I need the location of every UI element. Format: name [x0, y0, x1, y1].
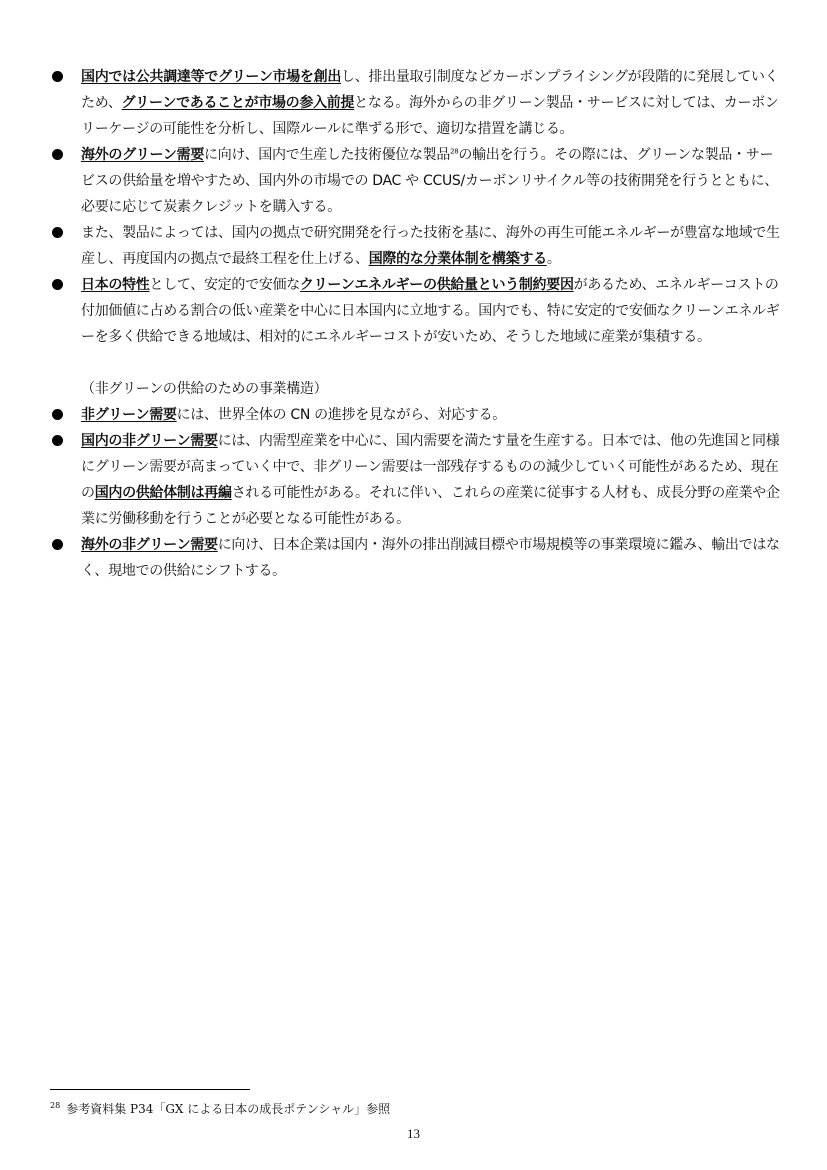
footnote-reference: 28	[450, 147, 459, 156]
emphasis-text: 海外の非グリーン需要	[81, 537, 218, 553]
body-text: に向け、国内で生産した技術優位な製品	[204, 147, 451, 163]
body-text: として、安定的で安価な	[149, 277, 300, 293]
bullet-dot-icon	[52, 149, 63, 160]
bullet-item	[50, 428, 780, 532]
emphasis-text: グリーンであることが市場の参入前提	[121, 95, 355, 111]
emphasis-text: 国内の非グリーン需要	[81, 433, 218, 449]
section-gap	[50, 350, 780, 376]
bullet-dot-icon	[52, 71, 63, 82]
body-text: には、内需型産業を中心に、国内需要を満たす量を生産する。日本では、他の先進国と同様にグリーン需要が高まっていく中で、非グリーン需要は一部残存するものの減少していく可能性があるため、現在の	[81, 433, 780, 501]
body-text: 。	[546, 251, 561, 267]
body-text: となる。海外からの非グリーン製品・サービスに対しては、カーボンリーケージの可能性を分析し、国際ルールに準ずる形で、適切な措置を講じる。	[81, 95, 779, 137]
section-heading-non-green: （非グリーンの供給のための事業構造）	[81, 381, 328, 397]
bullet-item	[50, 402, 780, 428]
page-number: 13	[407, 1126, 420, 1141]
footnote-number: 28	[50, 1101, 61, 1110]
bullet-dot-icon	[52, 227, 63, 238]
bullet-item	[50, 220, 780, 272]
body-text: し、排出量取引制度などカーボンプライシングが段階的に発展していくため、	[81, 69, 779, 111]
body-text: に向け、日本企業は国内・海外の排出削減目標や市場規模等の事業環境に鑑み、輸出ではなく、現地での供給にシフトする。	[81, 537, 780, 579]
footnote-divider	[50, 1089, 250, 1090]
footnote	[50, 1100, 390, 1117]
bullet-dot-icon	[52, 279, 63, 290]
bullet-dot-icon	[52, 409, 63, 420]
bullet-item	[50, 272, 780, 350]
bullet-dot-icon	[52, 435, 63, 446]
bullet-dot-icon	[52, 539, 63, 550]
bullet-item	[50, 64, 780, 142]
emphasis-text: 国際的な分業体制を構築する	[368, 251, 547, 267]
bullet-item	[50, 142, 780, 220]
body-text: には、世界全体の CN の進捗を見ながら、対応する。	[176, 407, 506, 423]
emphasis-text: クリーンエネルギーの供給量という制約要因	[299, 277, 574, 293]
emphasis-text: 日本の特性	[81, 277, 150, 293]
body-text: の輸出を行う。その際には、グリーンな製品・サービスの供給量を増やすため、国内外の市場での DAC や CCUS/カーボンリサイクル等の技術開発を行うとともに、必要に応じて炭素クレジットを購入する。	[81, 147, 779, 215]
body-text: また、製品によっては、国内の拠点で研究開発を行った技術を基に、海外の再生可能エネルギーが豊富な地域で生産し、再度国内の拠点で最終工程を仕上げる、	[81, 225, 780, 267]
emphasis-text: 非グリーン需要	[81, 407, 177, 423]
emphasis-text: 国内の供給体制は再編	[94, 485, 232, 501]
emphasis-text: 海外のグリーン需要	[81, 147, 205, 163]
body-text: があるため、エネルギーコストの付加価値に占める割合の低い産業を中心に日本国内に立地する。国内でも、特に安定的で安価なクリーンエネルギーを多く供給できる地域は、相対的にエネルギーコストが安いため、そうした地域に産業が集積する。	[81, 277, 780, 345]
non-green-supply-section	[50, 402, 780, 584]
body-text: される可能性がある。それに伴い、これらの産業に従事する人材も、成長分野の産業や企業に労働移動を行うことが必要となる可能性がある。	[81, 485, 780, 527]
footnote-text: 参考資料集 P34「GX による日本の成長ポテンシャル」参照	[66, 1102, 391, 1116]
green-supply-section	[50, 64, 780, 350]
emphasis-text: 国内では公共調達等でグリーン市場を創出	[81, 69, 342, 85]
bullet-item	[50, 532, 780, 584]
document-body	[50, 64, 780, 584]
